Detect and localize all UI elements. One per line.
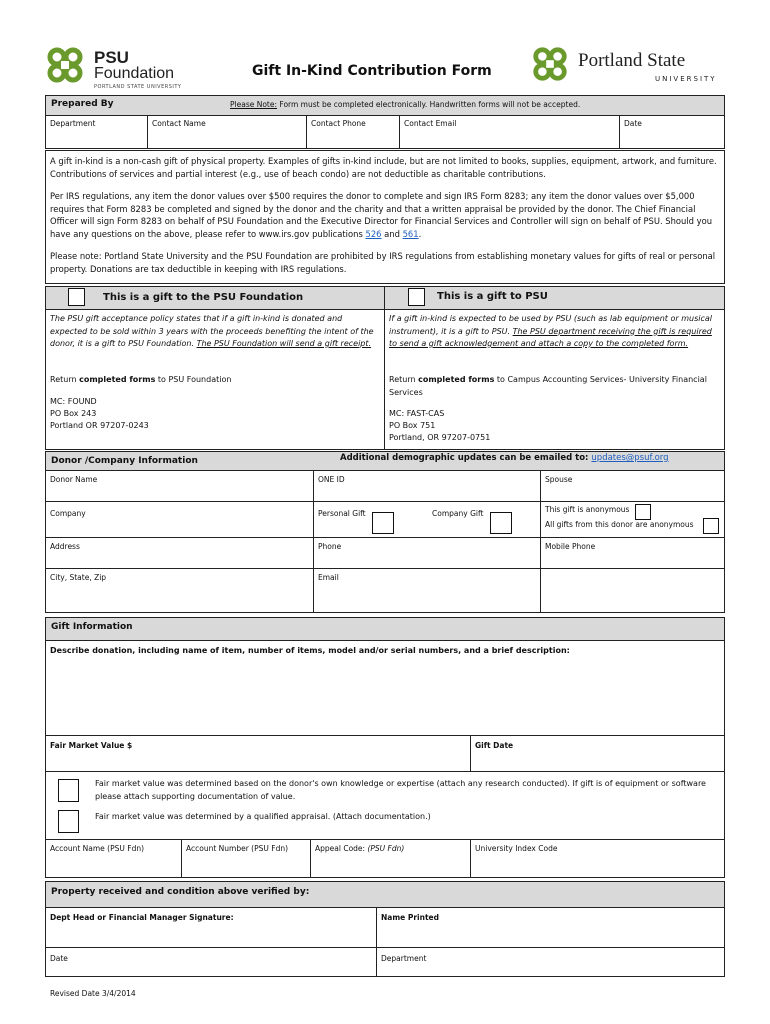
personal-gift-label: Personal Gift — [318, 509, 366, 518]
address-field[interactable]: Address — [50, 542, 80, 551]
fmv-appraisal-checkbox[interactable] — [58, 810, 79, 833]
gift-date-field[interactable]: Gift Date — [475, 741, 514, 750]
portland-state-logo — [530, 44, 730, 88]
foundation-address-line-1: MC: FOUND — [50, 397, 97, 406]
company-field[interactable]: Company — [50, 509, 86, 518]
university-index-code-field[interactable]: University Index Code — [475, 844, 558, 853]
donor-name-field[interactable]: Donor Name — [50, 475, 98, 484]
date-field[interactable]: Date — [624, 119, 642, 128]
fmv-row — [45, 735, 725, 772]
name-printed-field[interactable]: Name Printed — [381, 913, 439, 922]
appeal-code-field[interactable]: Appeal Code: (PSU Fdn) — [315, 844, 405, 853]
verify-title: Property received and condition above verified by: — [51, 887, 310, 897]
contact-email-field[interactable]: Contact Email — [404, 119, 457, 128]
prepared-note: Please Note: Form must be completed electronically. Handwritten forms will not be accepted. — [230, 100, 581, 109]
gift-info-title: Gift Information — [51, 622, 133, 632]
all-gifts-anonymous-checkbox[interactable] — [703, 518, 719, 534]
psu-policy-text: If a gift in-kind is expected to be used by PSU (such as lab equipment or musical instrument), it is a gift to PSU. The PSU department receiving the gift is required to send a gift acknowledgement and attach a copy to the completed form. — [389, 314, 712, 348]
donor-updates-note: Additional demographic updates can be emailed to: updates@psuf.org — [340, 453, 669, 463]
verify-date-field[interactable]: Date — [50, 954, 68, 963]
donor-fields-table — [45, 470, 725, 613]
company-gift-label: Company Gift — [432, 509, 484, 518]
publication-561-link[interactable]: 561 — [402, 228, 419, 239]
contact-name-field[interactable]: Contact Name — [152, 119, 206, 128]
account-number-field[interactable]: Account Number (PSU Fdn) — [186, 844, 289, 853]
phone-field[interactable]: Phone — [318, 542, 342, 551]
verify-department-field[interactable]: Department — [381, 954, 427, 963]
foundation-policy-text: The PSU gift acceptance policy states that if a gift in-kind is donated and expected to be sold within 3 years with the proceeds benefiting the intent of the donor, it is a gift to PSU Foundation. The PSU Foundation will send a gift receipt. — [50, 314, 374, 348]
fmv-donor-knowledge-checkbox[interactable] — [58, 779, 79, 802]
gift-to-foundation-title: This is a gift to the PSU Foundation — [103, 292, 304, 303]
describe-donation-label: Describe donation, including name of item, number of items, model and/or serial numbers, and a brief description: — [50, 646, 570, 655]
contact-phone-field[interactable]: Contact Phone — [311, 119, 366, 128]
logo-university-text: PORTLAND STATE UNIVERSITY — [94, 84, 182, 90]
publication-526-link[interactable]: 526 — [365, 228, 382, 239]
account-name-field[interactable]: Account Name (PSU Fdn) — [50, 844, 145, 853]
updates-email-link[interactable]: updates@psuf.org — [591, 453, 669, 463]
anonymous-gift-label: This gift is anonymous — [545, 505, 630, 514]
all-gifts-anonymous-label: All gifts from this donor are anonymous — [545, 520, 694, 529]
psu-address-line-1: MC: FAST-CAS — [389, 409, 445, 418]
logo-portland-state-text: Portland State — [578, 50, 686, 71]
department-field[interactable]: Department — [50, 119, 96, 128]
logo-foundation-text: Foundation — [94, 65, 175, 82]
intro-paragraph-1: A gift in-kind is a non-cash gift of physical property. Examples of gifts in-kind include, but are not limited to books, supplies, equipment, artwork, and furniture. Contributions of services and partial interest (e.g., use of beach condo) are not deductible as charitable contributions. — [50, 156, 717, 179]
gift-to-psu-title: This is a gift to PSU — [437, 291, 548, 302]
logo-psu-text: PSU — [94, 48, 129, 67]
signature-field[interactable]: Dept Head or Financial Manager Signature: — [50, 913, 234, 922]
mobile-phone-field[interactable]: Mobile Phone — [545, 542, 596, 551]
psu-address-line-3: Portland, OR 97207-0751 — [389, 433, 491, 442]
intro-paragraph-3: Please note: Portland State University and the PSU Foundation are prohibited by IRS regulations from establishing monetary values for gifts of real or personal property. Donations are tax deductible in keeping with IRS regulations. — [50, 251, 716, 274]
psu-return-text: Return completed forms to Campus Accounting Services- University Financial Services — [389, 375, 707, 397]
email-field[interactable]: Email — [318, 573, 339, 582]
gift-to-foundation-checkbox[interactable] — [68, 288, 85, 306]
revised-date: Revised Date 3/4/2014 — [50, 989, 136, 998]
one-id-field[interactable]: ONE ID — [318, 475, 345, 484]
fair-market-value-field[interactable]: Fair Market Value $ — [50, 741, 133, 750]
gift-info-header — [45, 617, 725, 641]
intro-paragraph-2: Per IRS regulations, any item the donor values over $500 requires the donor to complete and sign IRS Form 8283; any item the donor values over $5,000 requires that Form 8283 be completed and signed by the donor and the charity and that a written appraisal be provided by the donor. The Chief Financial Officer will sign Form 8283 on behalf of PSU Foundation and the Executive Director for Financial Services and Controller will sign on behalf of PSU. Should you have any questions on the above, please refer to www.irs.gov publications 526 and 561. — [50, 191, 713, 239]
anonymous-gift-checkbox[interactable] — [635, 504, 651, 520]
form-title: Gift In-Kind Contribution Form — [252, 63, 492, 79]
spouse-field[interactable]: Spouse — [545, 475, 573, 484]
fmv-donor-knowledge-text: Fair market value was determined based on the donor's own knowledge or expertise (attach any research conducted). If gift is of equipment or software please attach supporting documentation of value. — [95, 779, 706, 801]
logo-university-caps-text: UNIVERSITY — [655, 75, 717, 83]
personal-gift-checkbox[interactable] — [372, 512, 394, 534]
city-state-zip-field[interactable]: City, State, Zip — [50, 573, 107, 582]
prepared-by-title: Prepared By — [51, 99, 114, 109]
company-gift-checkbox[interactable] — [490, 512, 512, 534]
foundation-address-line-2: PO Box 243 — [50, 409, 97, 418]
foundation-knot-icon — [44, 44, 86, 86]
fmv-appraisal-text: Fair market value was determined by a qualified appraisal. (Attach documentation.) — [95, 812, 431, 821]
donor-title: Donor /Company Information — [51, 456, 198, 466]
psu-address-line-2: PO Box 751 — [389, 421, 436, 430]
psu-knot-icon — [530, 44, 570, 84]
psu-foundation-logo — [44, 44, 204, 92]
gift-to-psu-checkbox[interactable] — [408, 288, 425, 306]
foundation-return-text: Return completed forms to PSU Foundation — [50, 375, 232, 384]
foundation-address-line-3: Portland OR 97207-0243 — [50, 421, 149, 430]
